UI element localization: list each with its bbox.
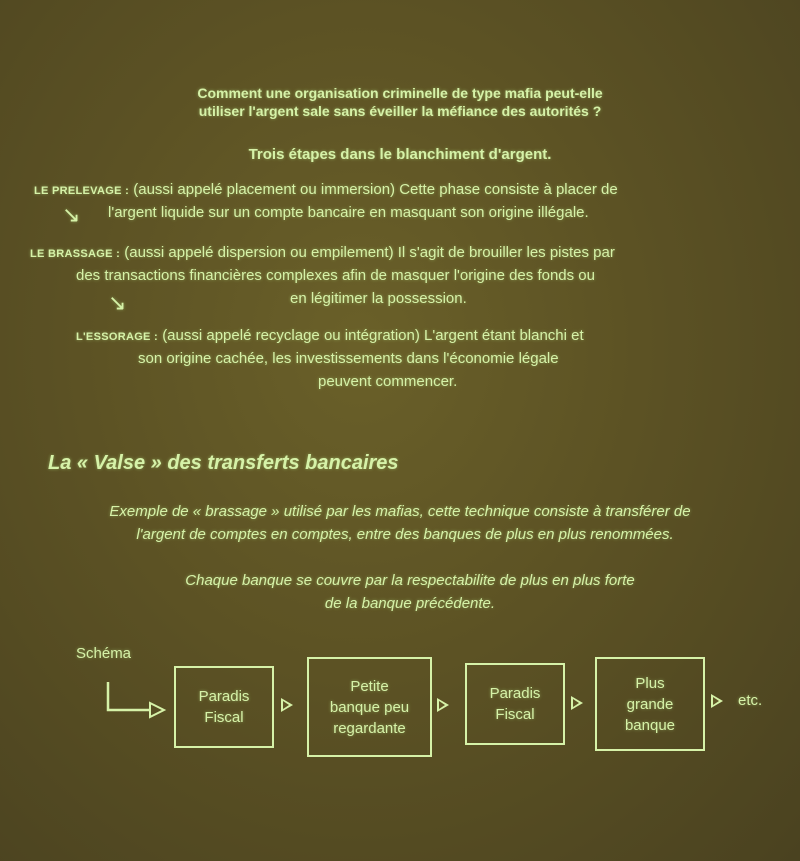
step-essorage-text3: peuvent commencer. [318,373,458,390]
box-line: Fiscal [495,706,535,723]
steps-title: Trois étapes dans le blanchiment d'argent. [248,146,552,163]
step-prelevage-label: LE PRELEVAGE : [34,185,130,197]
step-prelevage-text2: l'argent liquide sur un compte bancaire en masquant son origine illégale. [108,204,589,221]
box-line: Paradis [198,688,250,705]
step-essorage-text2: son origine cachée, les investissements dans l'économie légale [138,350,559,367]
step-brassage-text1: (aussi appelé dispersion ou empilement) Il s'agit de brouiller les pistes par [124,244,615,261]
step-brassage-text3: en légitimer la possession. [290,290,467,307]
schema-arrow-icon [281,698,293,712]
schema-box-plus-grande-banque [595,657,705,751]
valse-desc-line2: l'argent de comptes en comptes, entre des banques de plus en plus renommées. [136,526,674,543]
down-right-arrow-icon: ↘ [62,202,81,227]
step-brassage-text2: des transactions financières complexes afin de masquer l'origine des fonds ou [76,267,595,284]
valse-note-line2: de la banque précédente. [324,595,496,612]
step-prelevage-text1: (aussi appelé placement ou immersion) Cette phase consiste à placer de [133,181,618,198]
box-line: banque peu [329,698,410,716]
schema-start-arrow-icon [104,680,168,720]
step-brassage-label: LE BRASSAGE : [30,248,121,260]
valse-desc-line1: Exemple de « brassage » utilisé par les mafias, cette technique consiste à transférer de [109,503,691,520]
valse-note-line1: Chaque banque se couvre par la respectabilite de plus en plus forte [185,572,635,589]
intro-question-line2: utiliser l'argent sale sans éveiller la méfiance des autorités ? [198,103,602,119]
box-line: Fiscal [204,709,244,726]
box-line: regardante [333,719,406,737]
step-essorage-line1 [76,324,584,349]
intro-question-line1: Comment une organisation criminelle de type mafia peut-elle [197,85,603,101]
box-line: banque [624,716,676,734]
step-brassage-line1 [30,241,615,266]
schema-label: Schéma [76,645,132,662]
box-line: Plus [635,674,665,692]
schema-arrow-icon [437,698,449,712]
schema-etc: etc. [738,692,763,709]
schema-box-paradis-fiscal-1 [174,666,274,748]
box-line: Paradis [489,685,541,702]
schema-arrow-icon [711,694,723,708]
down-right-arrow-icon: ↘ [108,290,127,315]
schema-box-paradis-fiscal-2 [465,663,565,745]
step-essorage-text1: (aussi appelé recyclage ou intégration) L'argent étant blanchi et [162,327,584,344]
schema-arrow-icon [571,696,583,710]
box-line: Petite [350,677,389,695]
schema-box-petite-banque [307,657,432,757]
valse-title: La « Valse » des transferts bancaires [48,452,399,474]
step-prelevage-line1 [34,178,618,203]
box-line: grande [626,695,674,713]
step-essorage-label: L'ESSORAGE : [76,331,159,343]
